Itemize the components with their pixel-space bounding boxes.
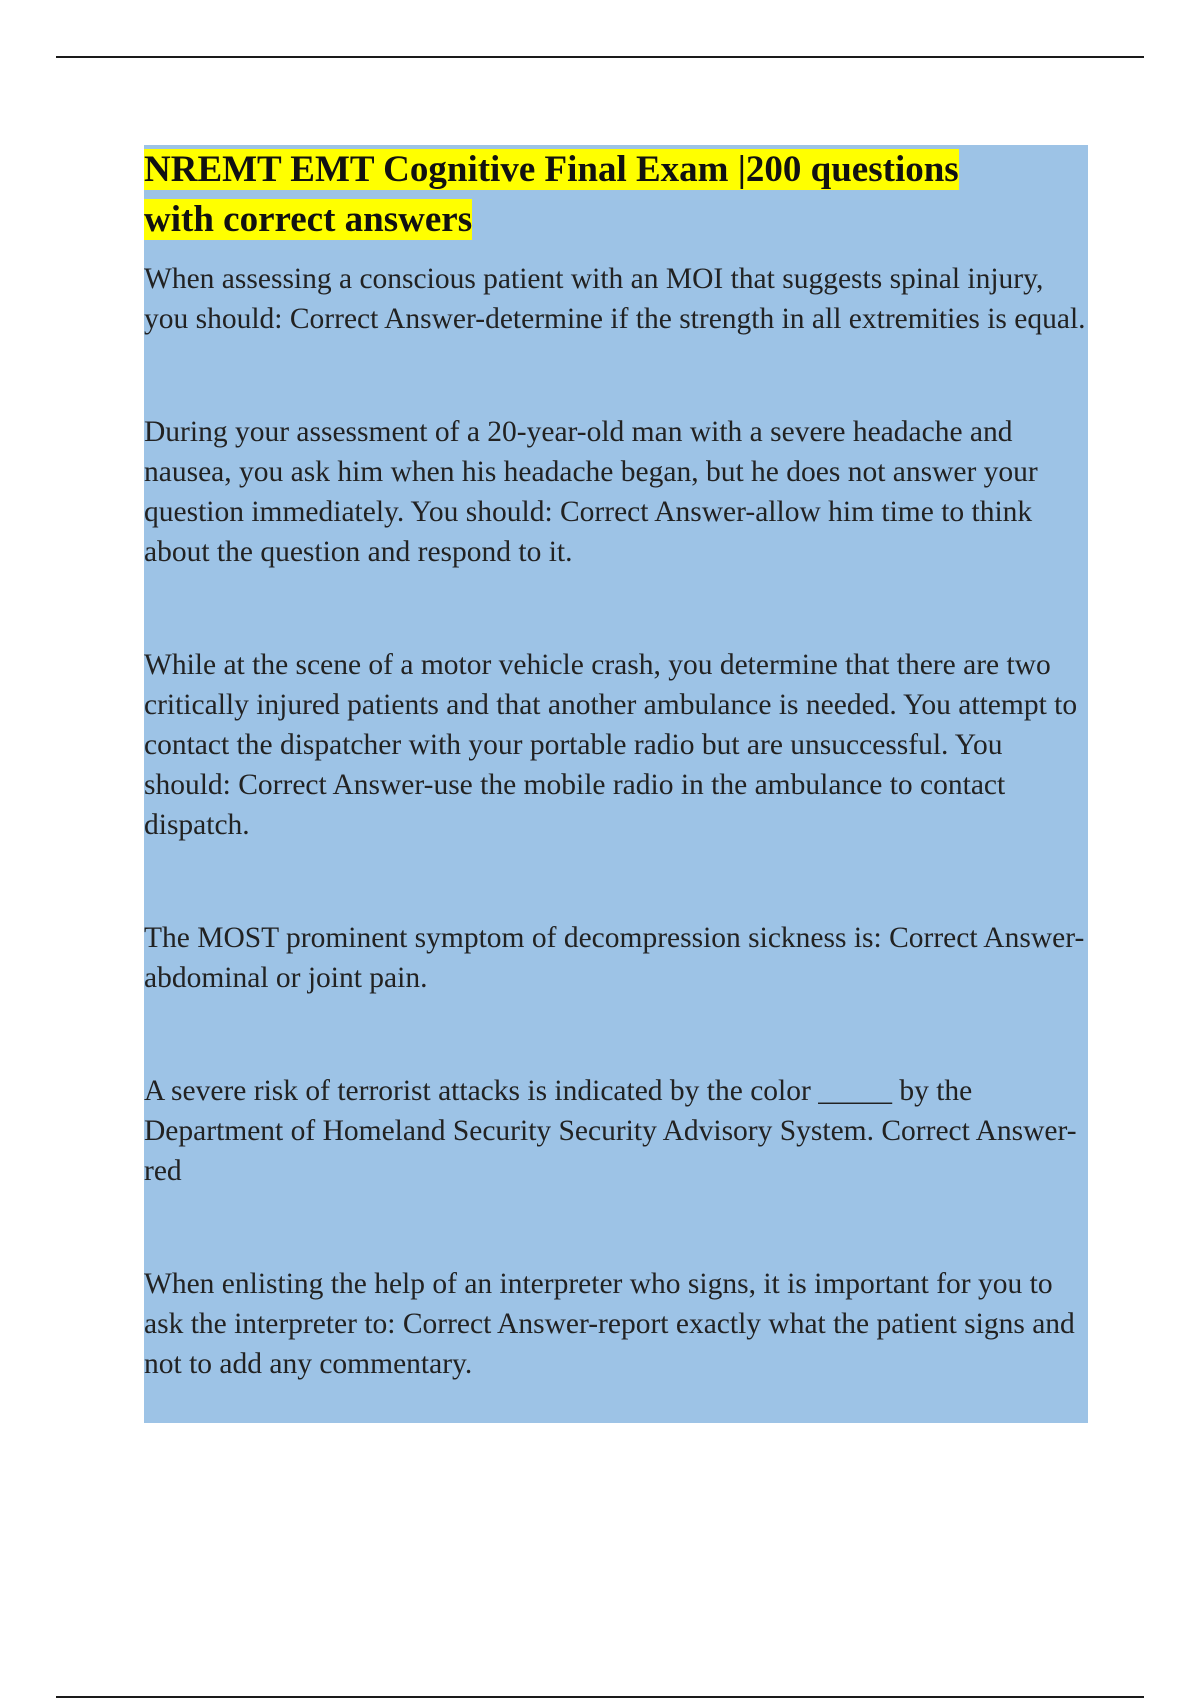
qa-item: During your assessment of a 20-year-old man with a severe headache and nausea, you ask him when his headache began, but he does not answer your question immediately. You should: Correct Answer-allow him time to think about the question and respond to it. [144, 416, 1038, 568]
qa-item: The MOST prominent symptom of decompression sickness is: Correct Answer-abdominal or joint pain. [144, 922, 1085, 994]
qa-item: When assessing a conscious patient with an MOI that suggests spinal injury, you should: Correct Answer-determine if the strength in all extremities is equal. [144, 263, 1086, 335]
title-line-1: NREMT EMT Cognitive Final Exam |200 questions [144, 149, 959, 190]
qa-item: While at the scene of a motor vehicle crash, you determine that there are two critically injured patients and that another ambulance is needed. You attempt to contact the dispatcher with your portable radio but are unsuccessful. You should: Correct Answer-use the mobile radio in the ambulance to contact dispatch. [144, 649, 1078, 841]
header-rule [56, 56, 1144, 58]
qa-item: When enlisting the help of an interpreter who signs, it is important for you to ask the interpreter to: Correct Answer-report exactly what the patient signs and not to add any commentary. [144, 1268, 1075, 1380]
footer-rule [56, 1696, 1144, 1698]
qa-item: A severe risk of terrorist attacks is indicated by the color _____ by the Department of Homeland Security Security Advisory System. Correct Answer-red [144, 1075, 1077, 1187]
document-title [144, 145, 1088, 245]
document-body [144, 145, 1088, 1423]
title-line-2: with correct answers [144, 199, 473, 240]
